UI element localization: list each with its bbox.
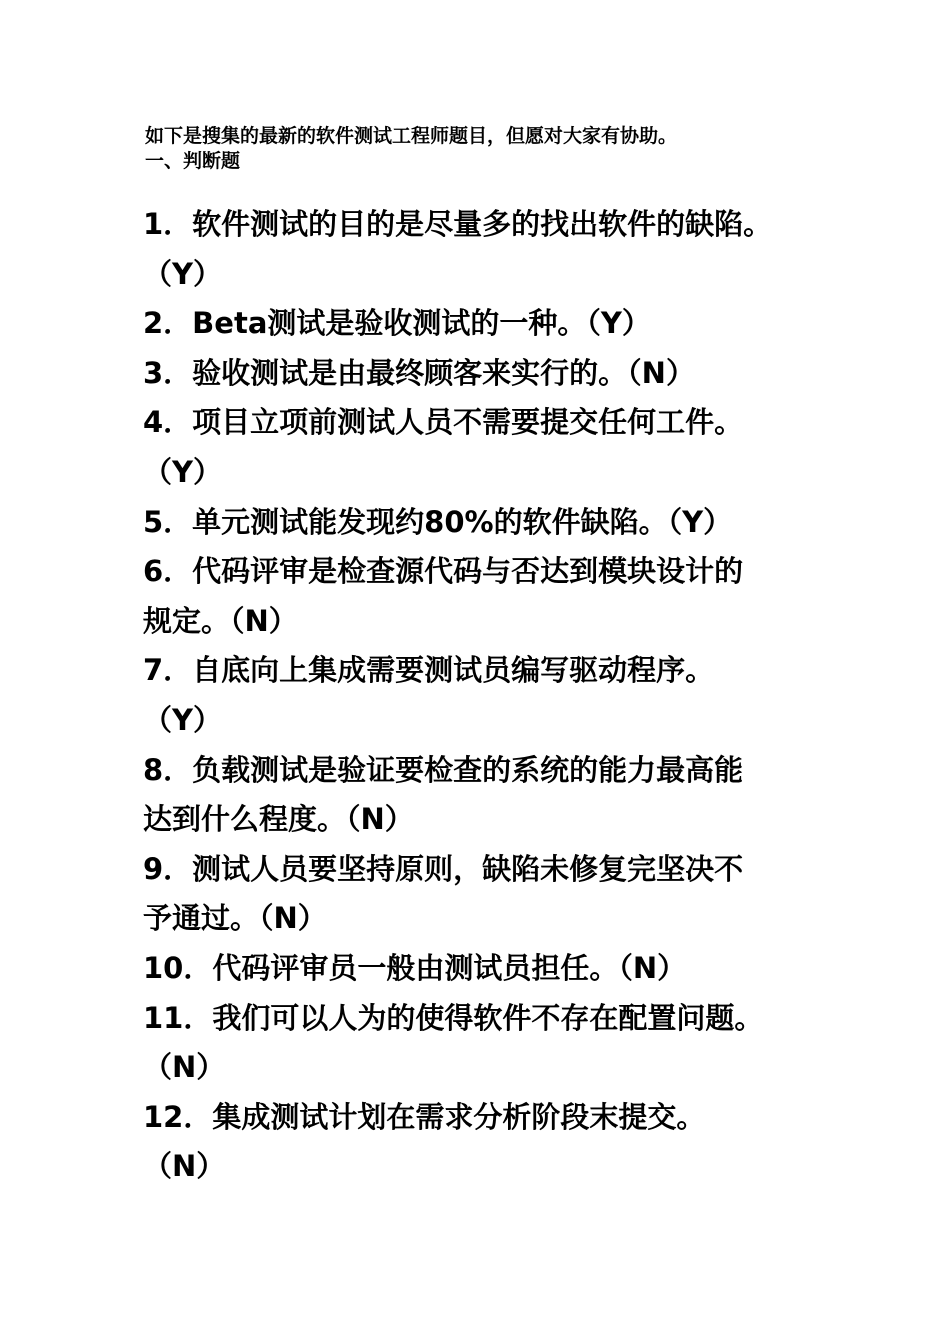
intro-line: 如下是搜集的最新的软件测试工程师题目，但愿对大家有协助。 <box>145 125 678 147</box>
question-answer: （Y） <box>143 702 222 737</box>
question-item <box>143 994 863 1093</box>
question-item <box>143 398 863 497</box>
question-text: 7．自底向上集成需要测试员编写驱动程序。 <box>143 653 715 688</box>
question-answer: 规定。（N） <box>143 603 298 638</box>
question-text: 11．我们可以人为的使得软件不存在配置问题。 <box>143 1000 764 1035</box>
question-text: 1．软件测试的目的是尽量多的找出软件的缺陷。 <box>143 207 773 241</box>
question-item <box>143 646 863 745</box>
section-title: 一、判断题 <box>145 150 241 172</box>
question-list <box>143 200 863 1192</box>
question-item <box>143 299 863 349</box>
question-answer: 予通过。（N） <box>143 901 327 936</box>
question-item <box>143 349 863 399</box>
question-answer: （Y） <box>143 256 222 291</box>
question-answer: （Y） <box>143 454 222 489</box>
question-answer: （N） <box>143 1050 226 1085</box>
intro-block <box>145 124 905 174</box>
question-answer: 达到什么程度。（N） <box>143 802 414 837</box>
question-item <box>143 200 863 299</box>
question-text: 8．负载测试是验证要检查的系统的能力最高能 <box>143 752 744 787</box>
question-text: 12．集成测试计划在需求分析阶段末提交。 <box>143 1099 706 1134</box>
question-text: 9．测试人员要坚持原则，缺陷未修复完坚决不 <box>143 851 744 886</box>
question-text: 2．Beta测试是验收测试的一种。（Y） <box>143 306 651 341</box>
question-item <box>143 1093 863 1192</box>
question-item <box>143 845 863 944</box>
question-text: 10．代码评审员一般由测试员担任。（N） <box>143 950 687 985</box>
question-item <box>143 498 863 548</box>
question-item <box>143 746 863 845</box>
question-item <box>143 547 863 646</box>
question-answer: （N） <box>143 1149 226 1184</box>
question-text: 6．代码评审是检查源代码与否达到模块设计的 <box>143 554 744 589</box>
question-item <box>143 944 863 994</box>
question-text: 5．单元测试能发现约80%的软件缺陷。（Y） <box>143 504 733 539</box>
question-text: 4．项目立项前测试人员不需要提交任何工件。 <box>143 405 744 440</box>
question-text: 3．验收测试是由最终顾客来实行的。（N） <box>143 355 695 390</box>
